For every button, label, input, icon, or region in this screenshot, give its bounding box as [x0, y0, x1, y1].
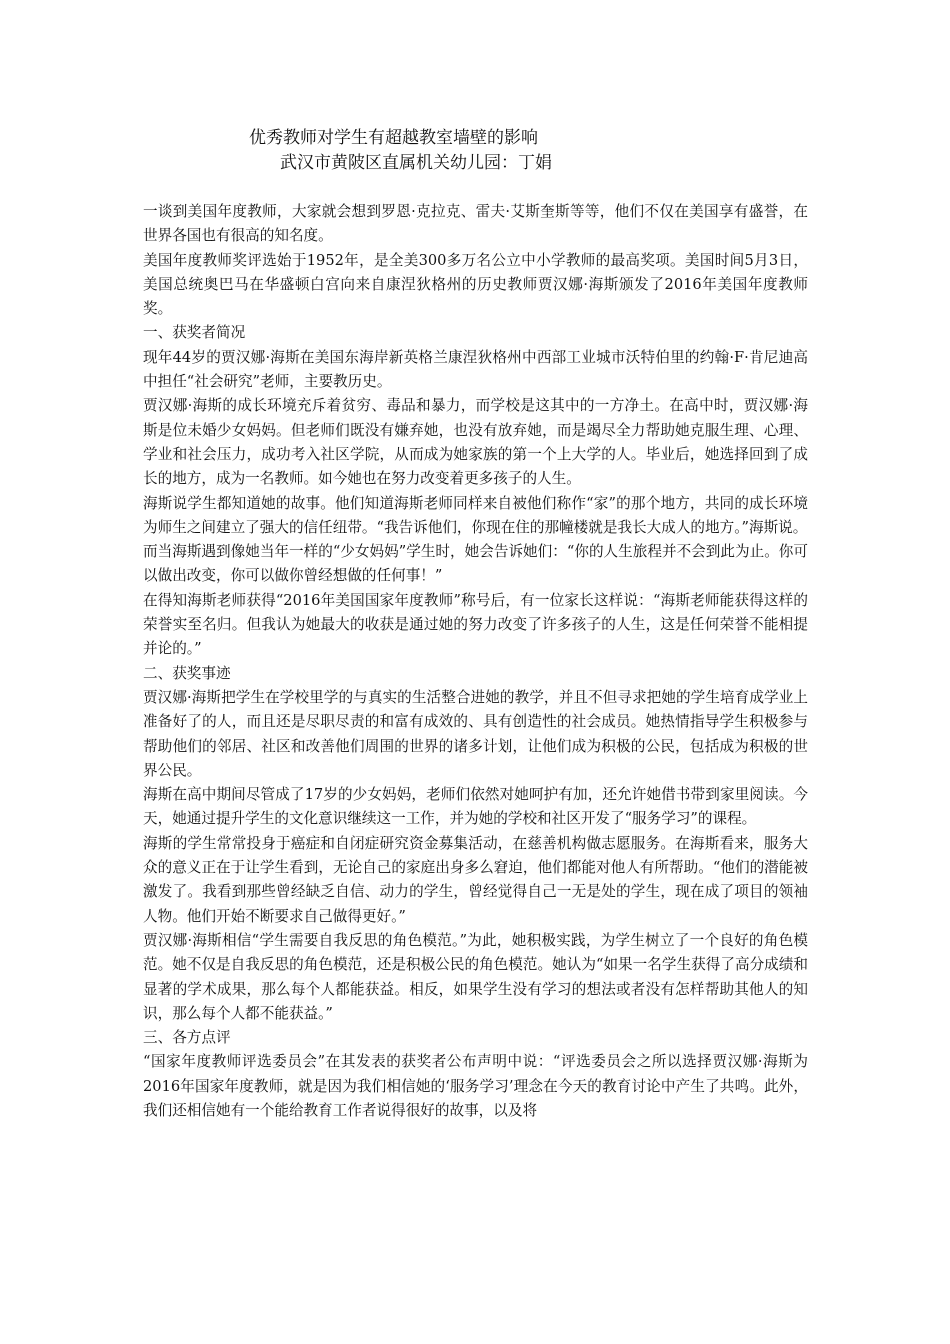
section-heading-winner-profile: 一、获奖者简况 — [143, 324, 246, 342]
paragraph: “国家年度教师评选委员会”在其发表的获奖者公布声明中说：“评选委员会之所以选择贾汉娜·海斯为2016年国家年度教师，就是因为我们相信她的‘服务学习’理念在今天的教育讨论中产生了共鸣。此外，我们还相信她有一个能给教育工作者说得很好的故事，以及将 — [143, 1053, 808, 1119]
paragraph: 海斯说学生都知道她的故事。他们知道海斯老师同样来自被他们称作“家”的那个地方，共同的成长环境为师生之间建立了强大的信任纽带。“我告诉他们，你现在住的那幢楼就是我长大成人的地方。”海斯说。 — [143, 494, 808, 536]
paragraph: 现年44岁的贾汉娜·海斯在美国东海岸新英格兰康涅狄格州中西部工业城市沃特伯里的约翰·F·肯尼迪高中担任“社会研究”老师，主要教历史。 — [143, 348, 808, 391]
paragraph: 贾汉娜·海斯相信“学生需要自我反思的角色模范。”为此，她积极实践，为学生树立了一个良好的角色模范。她不仅是自我反思的角色模范，还是积极公民的角色模范。她认为“如果一名学生获得了高分成绩和显著的学术成果，那么每个人都能获益。相反，如果学生没有学习的想法或者没有怎样帮助其他人的知识，那么每个人都不能获益。” — [143, 931, 808, 1022]
paragraph-intro: 一谈到美国年度教师，大家就会想到罗恩·克拉克、雷夫·艾斯奎斯等等，他们不仅在美国享有盛誉，在世界各国也有很高的知名度。 — [143, 203, 808, 245]
paragraph: 海斯的学生常常投身于癌症和自闭症研究资金募集活动，在慈善机构做志愿服务。在海斯看来，服务大众的意义正在于让学生看到，无论自己的家庭出身多么窘迫，他们都能对他人有所帮助。“他们的潜能被激发了。我看到那些曾经缺乏自信、动力的学生，曾经觉得自己一无是处的学生，现在成了项目的领袖人物。他们开始不断要求自己做得更好。” — [143, 834, 808, 925]
paragraph: 贾汉娜·海斯的成长环境充斥着贫穷、毒品和暴力，而学校是这其中的一方净土。在高中时，贾汉娜·海斯是位未婚少女妈妈。但老师们既没有嫌弃她，也没有放弃她，而是竭尽全力帮助她克服生理、心理、学业和社会压力，成功考入社区学院，从而成为她家族的第一个上大学的人。毕业后，她选择回到了成长的地方，成为一名教师。如今她也在努力改变着更多孩子的人生。 — [143, 397, 808, 488]
document-body — [143, 200, 808, 1123]
paragraph: 贾汉娜·海斯把学生在学校里学的与真实的生活整合进她的教学，并且不但寻求把她的学生培育成学业上准备好了的人，而且还是尽职尽责的和富有成效的、具有创造性的社会成员。她热情指导学生积极参与帮助他们的邻居、社区和改善他们周围的世界的诸多计划，让他们成为积极的公民，包括成为积极的世界公民。 — [143, 688, 808, 779]
paragraph-award-history: 美国年度教师奖评选始于1952年，是全美300多万名公立中小学教师的最高奖项。美国时间5月3日，美国总统奥巴马在华盛顿白宫向来自康涅狄格州的历史教师贾汉娜·海斯颁发了2016年美国年度教师奖。 — [143, 251, 808, 318]
document-title: 优秀教师对学生有超越教室墙壁的影响 — [249, 128, 538, 148]
section-heading-achievements: 二、获奖事迹 — [143, 664, 231, 682]
paragraph: 在得知海斯老师获得“2016年美国国家年度教师”称号后，有一位家长这样说：“海斯老师能获得这样的荣誉实至名归。但我认为她最大的收获是通过她的努力改变了许多孩子的人生，这是任何荣誉不能相提并论的。” — [143, 591, 808, 658]
document-author-line: 武汉市黄陂区直属机关幼儿园：丁娟 — [280, 153, 552, 173]
paragraph: 而当海斯遇到像她当年一样的“少女妈妈”学生时，她会告诉她们：“你的人生旅程并不会到此为止。你可以做出改变，你可以做你曾经想做的任何事！” — [143, 543, 808, 585]
paragraph: 海斯在高中期间尽管成了17岁的少女妈妈，老师们依然对她呵护有加，还允许她借书带到家里阅读。今天，她通过提升学生的文化意识继续这一工作，并为她的学校和社区开发了“服务学习”的课程。 — [143, 786, 808, 828]
section-heading-comments: 三、各方点评 — [143, 1029, 231, 1047]
